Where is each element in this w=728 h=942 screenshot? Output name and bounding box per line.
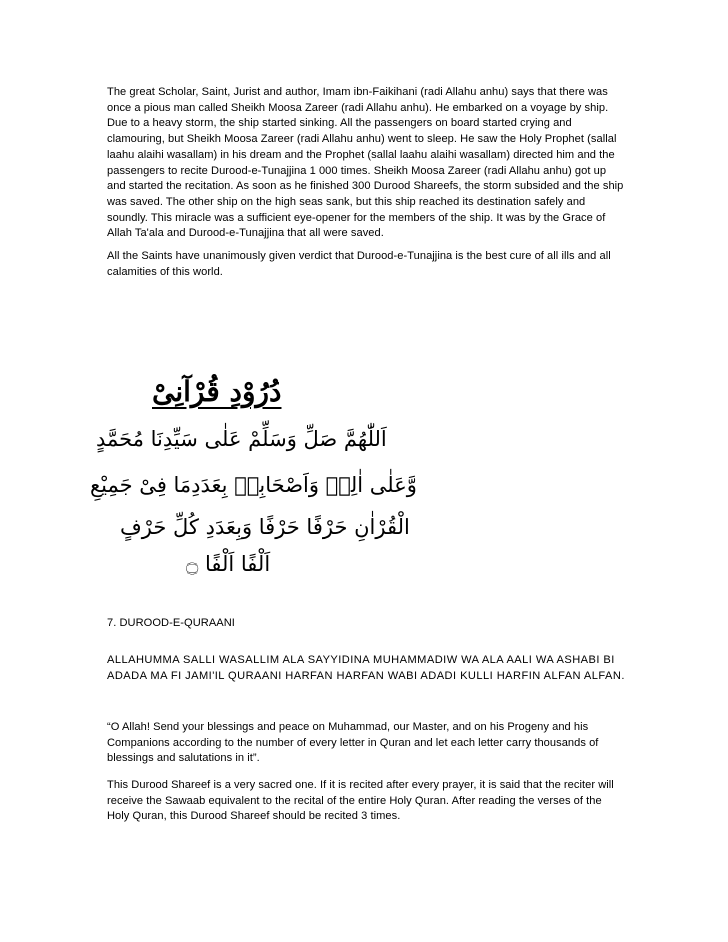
sacred-paragraph bbox=[107, 778, 627, 825]
story-paragraph-text: The great Scholar, Saint, Jurist and author, Imam ibn-Faikihani (radi Allahu anhu) says that there was once a pious man called Sheikh Moosa Zareer (radi Allahu anhu). He embarked on a voyage by ship. Due to a heavy storm, the ship started sinking. All the passengers on board started crying and clamouring, but Sheikh Moosa Zareer (radi Allahu anhu) went to sleep. He saw the Holy Prophet (sallal laahu alaihi wasallam) in his dream and the Prophet (sallal laahu alaihi wasallam) directed him and the passengers to recite Durood-e-Tunajjina 1 000 times. Sheikh Moosa Zareer (radi Allahu anhu) got up and started the recitation. As soon as he finished 300 Durood Shareefs, the storm subsided and the ship was saved. The other ship on the high seas sank, but this ship reached its destination safely and soundly. This miracle was a sufficient eye-opener for the members of the ship. It was by the Grace of Allah Ta'ala and Durood-e-Tunajjina that all were saved. bbox=[107, 86, 624, 240]
arabic-line-3: الْقُرْاٰنِ حَرْفًا حَرْفًا وَبِعَدَدِ کُلِّ حَرْفٍ bbox=[120, 515, 410, 539]
story-paragraph bbox=[107, 85, 627, 242]
sacred-paragraph-text: This Durood Shareef is a very sacred one. If it is recited after every prayer, it is said that the reciter will receive the Sawaab equivalent to the recital of the entire Holy Quran. After reading the verses of the Holy Quran, this Durood Shareef should be recited 3 times. bbox=[107, 779, 614, 823]
arabic-line-4: اَلْفًا اَلْفًا ۝ bbox=[186, 552, 271, 576]
arabic-line-1: اَللّٰھُمَّ صَلِّ وَسَلِّمْ عَلٰی سَیِّدِنَا مُحَمَّدٍ bbox=[96, 427, 387, 451]
arabic-calligraphy-image bbox=[90, 375, 417, 580]
translation-text: “O Allah! Send your blessings and peace on Muhammad, our Master, and on his Progeny and his Companions according to the number of every letter in Quran and let each letter carry thousands of blessings and salutations in it”. bbox=[107, 721, 599, 765]
arabic-line-2: وَّعَلٰی اٰلِهٖ وَاَصْحَابِهٖ بِعَدَدِمَا فِیْ جَمِیْعِ bbox=[90, 473, 417, 497]
transliteration-paragraph bbox=[107, 653, 627, 684]
transliteration-text: ALLAHUMMA SALLI WASALLIM ALA SAYYIDINA MUHAMMADIW WA ALA AALI WA ASHABI BI ADADA MA FI JAMI'IL QURAANI HARFAN HARFAN WABI ADADI KULLI HARFIN ALFAN ALFAN. bbox=[107, 654, 625, 682]
verdict-paragraph bbox=[107, 249, 627, 280]
translation-paragraph bbox=[107, 720, 627, 767]
arabic-title: دُرُوْدِ قُرْآنِیْ bbox=[152, 375, 282, 408]
verdict-paragraph-text: All the Saints have unanimously given verdict that Durood-e-Tunajjina is the best cure of all ills and all calamities of this world. bbox=[107, 250, 611, 278]
section-heading-text: 7. DUROOD-E-QURAANI bbox=[107, 617, 235, 629]
section-heading bbox=[107, 616, 627, 632]
